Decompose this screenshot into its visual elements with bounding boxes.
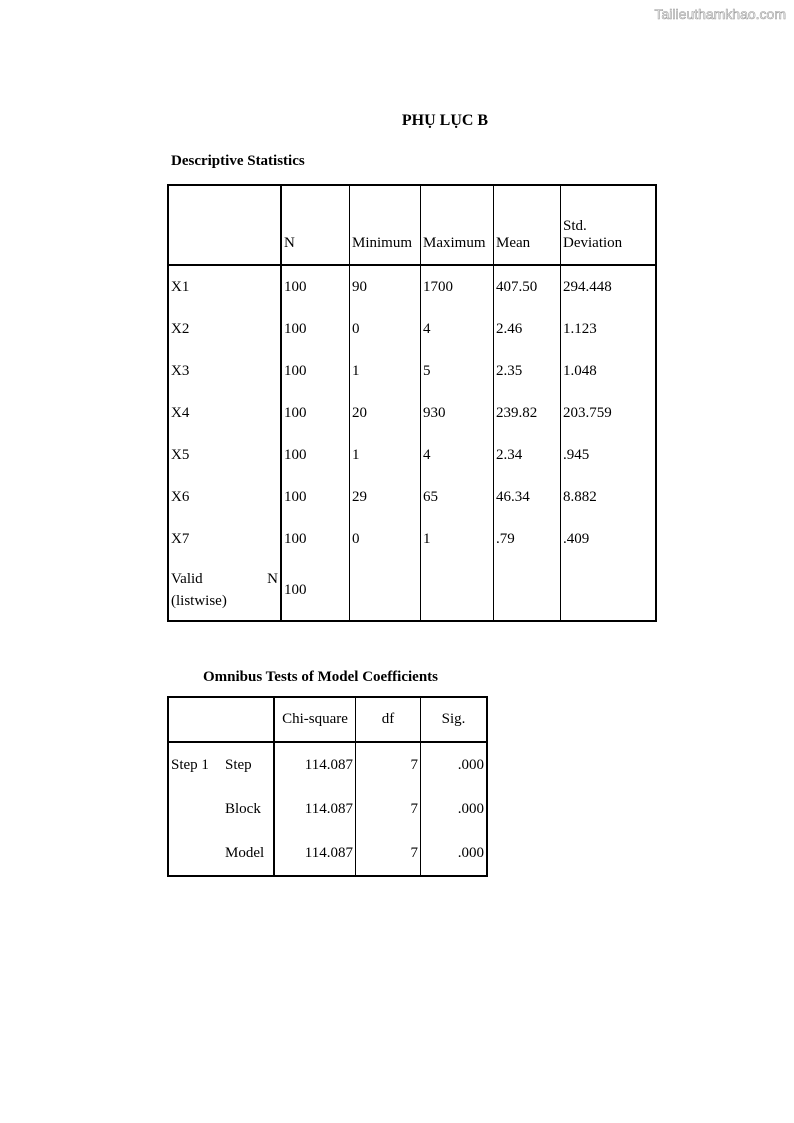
cell-std: 1.123 [561,308,657,350]
cell-std [561,560,657,621]
cell-mean: 2.35 [494,350,561,392]
table-row [168,350,656,392]
cell-chi-square: 114.087 [274,787,356,831]
cell-mean: 46.34 [494,476,561,518]
cell-n: 100 [281,392,350,434]
row-label-valid-n [168,560,281,621]
row-label: X4 [168,392,281,434]
cell-n: 100 [281,350,350,392]
valid-label-a: Valid [171,571,203,587]
cell-maximum [421,560,494,621]
header-std-line1: Std. [563,218,587,234]
cell-chi-square: 114.087 [274,742,356,787]
cell-mean: 239.82 [494,392,561,434]
table-row [168,265,656,308]
descriptive-statistics-caption: Descriptive Statistics [171,153,305,169]
table-header-row [168,185,656,265]
cell-sig: .000 [457,800,484,817]
row-label: Step [223,742,274,787]
page-title: PHỤ LỤC B [401,112,489,129]
cell-maximum: 4 [421,308,494,350]
row-label: Model [223,831,274,876]
cell-mean: 2.46 [494,308,561,350]
cell-mean: 407.50 [494,265,561,308]
header-n: N [281,185,350,265]
row-label: Block [223,787,274,831]
table-row [168,308,656,350]
header-blank [168,185,281,265]
row-label: X5 [168,434,281,476]
cell-maximum: 5 [421,350,494,392]
cell-std: 1.048 [561,350,657,392]
valid-label-c: (listwise) [171,593,227,609]
cell-std: 294.448 [561,265,657,308]
header-std-deviation [561,185,657,265]
cell-std: .409 [561,518,657,560]
header-df: df [356,697,421,742]
table-row [168,392,656,434]
cell-minimum: 1 [350,350,421,392]
cell-maximum: 1 [421,518,494,560]
cell-maximum: 930 [421,392,494,434]
header-mean: Mean [494,185,561,265]
table-row-valid-n [168,560,656,621]
cell-n: 100 [281,560,350,621]
cell-std: 8.882 [561,476,657,518]
cell-df: 7 [356,831,421,876]
descriptive-statistics-table [167,184,657,622]
cell-maximum: 65 [421,476,494,518]
cell-maximum: 4 [421,434,494,476]
table-row [168,831,487,876]
cell-chi-square: 114.087 [274,831,356,876]
cell-minimum: 0 [350,518,421,560]
cell-df: 7 [356,787,421,831]
cell-maximum: 1700 [421,265,494,308]
step-label-blank [168,831,223,876]
step-label-blank [168,787,223,831]
table-row [168,434,656,476]
cell-mean: .79 [494,518,561,560]
cell-std: .945 [561,434,657,476]
omnibus-tests-table [167,696,488,877]
cell-minimum: 0 [350,308,421,350]
cell-mean: 2.34 [494,434,561,476]
row-label: X7 [168,518,281,560]
table-row [168,476,656,518]
header-chi-square: Chi-square [274,697,356,742]
cell-df: 7 [356,742,421,787]
table-row [168,518,656,560]
cell-mean [494,560,561,621]
table-row [168,742,487,787]
cell-minimum: 20 [350,392,421,434]
row-label: X1 [168,265,281,308]
header-minimum: Minimum [350,185,421,265]
valid-label-b: N [267,571,278,587]
table-row [168,787,487,831]
cell-minimum: 1 [350,434,421,476]
row-label: X6 [168,476,281,518]
header-sig: Sig. [421,697,488,742]
header-maximum: Maximum [421,185,494,265]
watermark: Tailieuthamkhao.com [654,6,786,22]
row-label: X2 [168,308,281,350]
table-header-row [168,697,487,742]
cell-n: 100 [281,265,350,308]
cell-n: 100 [281,518,350,560]
cell-n: 100 [281,308,350,350]
cell-n: 100 [281,434,350,476]
cell-n: 100 [281,476,350,518]
cell-minimum: 90 [350,265,421,308]
step-label: Step 1 [171,756,209,773]
omnibus-tests-caption: Omnibus Tests of Model Coefficients [203,669,439,685]
row-label: X3 [168,350,281,392]
cell-sig: .000 [457,756,484,773]
header-blank [168,697,274,742]
cell-sig: .000 [457,844,484,861]
cell-minimum [350,560,421,621]
cell-minimum: 29 [350,476,421,518]
header-std-line2: Deviation [563,235,623,251]
cell-std: 203.759 [561,392,657,434]
